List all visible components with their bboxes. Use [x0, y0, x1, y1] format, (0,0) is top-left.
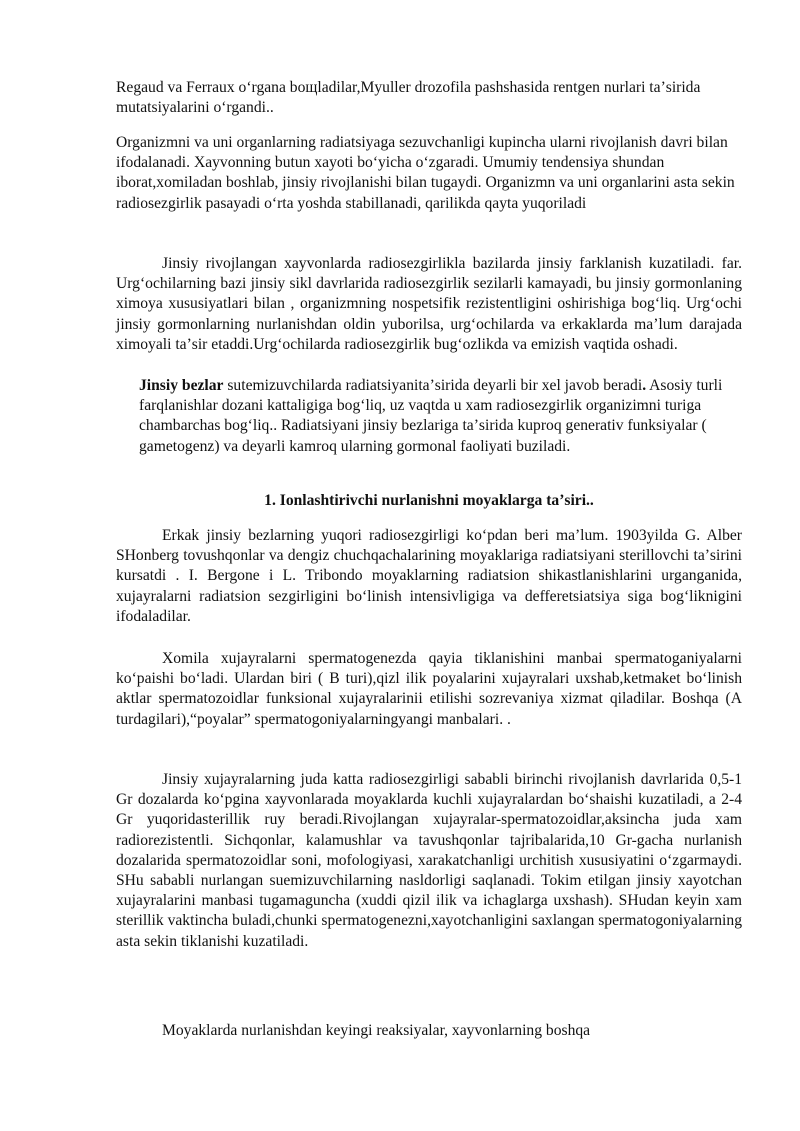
paragraph-4-text: sutemizuvchilarda radiatsiyanitaʼsirida deyarli bir xel javob beradi — [223, 377, 643, 394]
paragraph-1: Regaud va Ferraux oʻrgana bощladilar,Myuller drozofila pashshasida rentgen nurlari taʼsirida mutatsiyalarini oʻrgandi.. — [116, 79, 701, 117]
paragraph-3: Jinsiy rivojlangan xayvonlarda radiosezgirlikla bazilarda jinsiy farklanish kuzatiladi. far. Urgʻochilarning bazi jinsiy sikl davrlarida radiosezgirlik sezilarli kamayadi, bu jinsiy gormonlaning ximoya xususiyatlari bilan , organizmning nospetsifik rezistentligini oshirishiga bogʻliq. Urgʻochi jinsiy gormonlarning nurlanishdan oldin yuborilsa, urgʻochilarda va erkaklarda maʼlum darajada ximoyali taʼsir etaddi.Urgʻochilarda radiosezgirlik bugʻozlikda va emizish vaqtida oshadi. — [116, 255, 742, 353]
paragraph-4-bold-dot: . — [642, 377, 647, 394]
paragraph-2: Organizmni va uni organlarning radiatsiyaga sezuvchanligi kupincha ularni rivojlanish davri bilan ifodalanadi. Xayvonning butun xayoti boʻyicha oʻzgaradi. Umumiy tendensiya shundan iborat,xomiladan boshlab, jinsiy rivojlanishi bilan tugaydi. Organizmn va uni organlarini asta sekin radiosezgirlik pasayadi oʻrta yoshda stabillanadi, qarilikda qayta yuqoriladi — [116, 134, 735, 212]
paragraph-6: Xomila xujayralarni spermatogenezda qayia tiklanishini manbai spermatoganiyalarni koʻpaishi boʻladi. Ulardan biri ( B turi),qizl ilik poyalarini xujayralari uxshab,ketmaket boʻlinish aktlar spermatozoidlar funksional xujayralarinii etilishi sozrevaniya xizmat qiladilar. Boshqa (A turdagilari),“poyalar” spermatogoniyalarningyangi manbalari. . — [116, 650, 742, 728]
paragraph-4 — [139, 376, 742, 457]
paragraph-7: Jinsiy xujayralarning juda katta radiosezgirligi sababli birinchi rivojlanish davrlarida 0,5-1 Gr dozalarda koʻpgina xayvonlarada moyaklarda kuchli xujayralardan boʻshaishi kuzatiladi, a 2-4 Gr yuqoridasterillik ruy beradi.Rivojlangan xujayralar-spermatozoidlar,aksincha juda xam radiorezistentli. Sichqonlar, kalamushlar va tavushqonlar tajribalarida,10 Gr-gacha nurlanish dozalarida spermatozoidlar soni, mofologiyasi, xarakatchanligi urchitish xususiyatini oʻzgarmaydi. SHu sababli nurlangan suemizuvchilarning nasldorligi saqlanadi. Tokim etilgan jinsiy xayotchan xujayralarini manbasi tugamaguncha (xuddi qizil ilik va ichaglarga uxshash). SHudan keyin xam sterillik vaktincha buladi,chunki spermatogenezni,xayotchanligini saxlangan spermatogoniyalarning asta sekin tiklanishi kuzatiladi. — [116, 771, 742, 950]
paragraph-8: Moyaklarda nurlanishdan keyingi reaksiyalar, xayvonlarning boshqa — [162, 1022, 591, 1039]
term-jinsiy-bezlar: Jinsiy bezlar — [139, 377, 224, 394]
paragraph-5: Erkak jinsiy bezlarning yuqori radiosezgirligi koʻpdan beri maʼlum. 1903yilda G. Alber SHonberg tovushqonlar va dengiz chuchqachalarining moyaklariga radiatsiyani sterillovchi taʼsirini kursatdi . I. Bergone i L. Tribondo moyaklarning radiatsion shikastlanishlarini urganganida, xujayralarni radiatsion sezgirligini boʻlinish intensivligiga va defferetsiatsiya siga bogʻliknigini ifodaladilar. — [116, 527, 742, 625]
section-heading: 1. Ionlashtirivchi nurlanishni moyaklarga taʼsiri.. — [264, 492, 594, 509]
paragraph-4-rest: Asosiy turli farqlanishlar dozani kattaligiga bogʻliq, uz vaqtda u xam radiosezgirlik organizimni turiga chambarchas bogʻliq.. Radiatsiyani jinsiy bezlariga taʼsirida kuproq generativ funksiyalar ( gametogenz) va deyarli kamroq ularning gormonal faoliyati buziladi. — [139, 377, 723, 455]
